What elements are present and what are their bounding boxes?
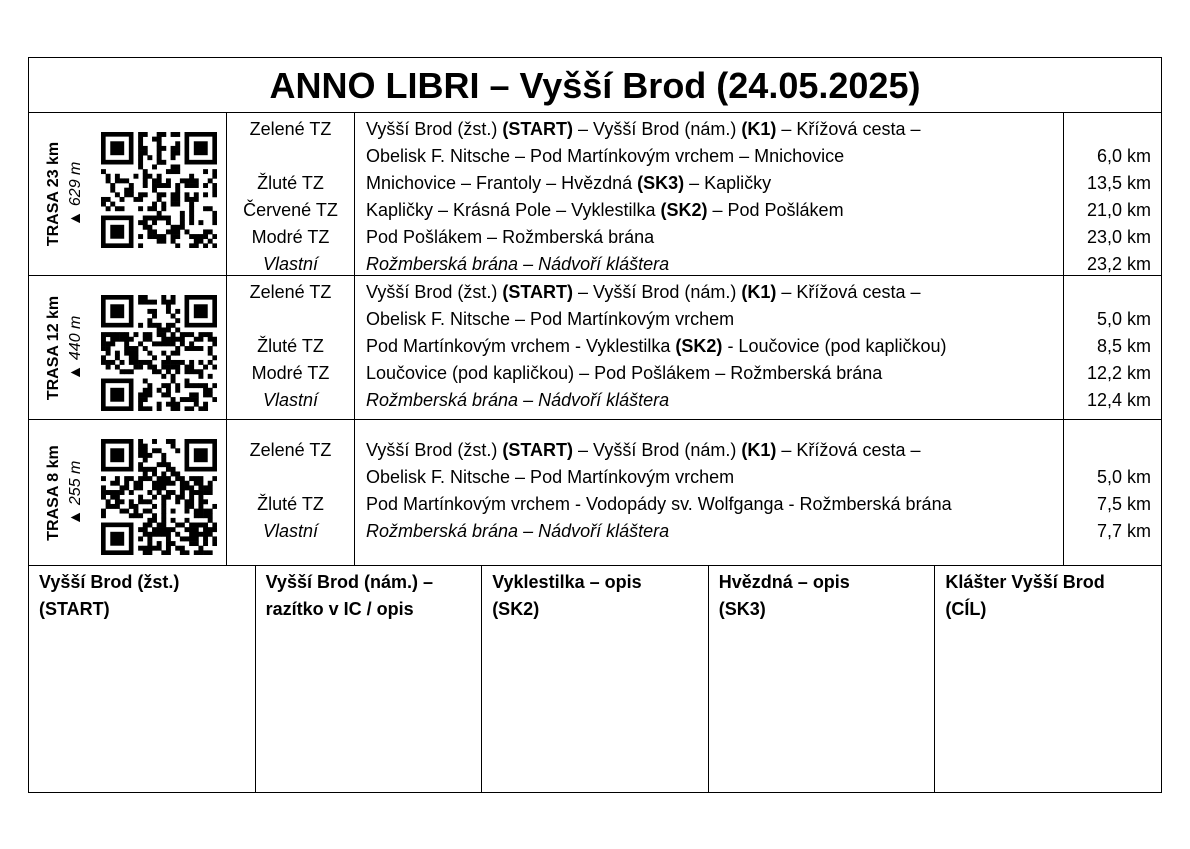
segment-text: Rožmberská brána – Nádvoří kláštera xyxy=(366,521,670,541)
qr-code-icon xyxy=(101,295,217,411)
trail-color: Modré TZ xyxy=(251,227,330,247)
stamp-box xyxy=(709,566,936,793)
segment-text: Rožmberská brána – Nádvoří kláštera xyxy=(366,254,670,274)
trail-segment xyxy=(355,251,1063,278)
stamp-box xyxy=(256,566,483,793)
trail-color: Vlastní xyxy=(262,390,319,410)
cumulative-distance: 5,0 km xyxy=(1096,309,1151,329)
trail-color-column xyxy=(227,420,355,565)
route-elevation: ▲ 255 m xyxy=(67,460,84,525)
checkpoint-code: (START) xyxy=(502,119,574,139)
trail-color: Zelené TZ xyxy=(249,119,332,139)
trail-segment xyxy=(355,143,1063,170)
segment-text: Pod Martínkovým vrchem - Vyklestilka xyxy=(366,336,676,356)
trail-color: Vlastní xyxy=(262,254,319,274)
trail-segment xyxy=(355,387,1063,414)
registration-sheet xyxy=(28,57,1162,793)
segment-text: – Křížová cesta – xyxy=(776,440,921,460)
route-header-cell xyxy=(29,113,227,275)
cumulative-distance: 7,7 km xyxy=(1096,521,1151,541)
trail-segment xyxy=(355,491,1063,518)
cumulative-distance: 8,5 km xyxy=(1096,336,1151,356)
trail-color xyxy=(227,306,354,333)
trail-segment xyxy=(355,116,1063,143)
segment-text: Vyšší Brod (žst.) xyxy=(366,440,503,460)
stamp-title: Vyšší Brod (žst.) xyxy=(39,572,180,592)
trail-color: Žluté TZ xyxy=(257,173,324,193)
trail-segment xyxy=(355,306,1063,333)
trail-color-column xyxy=(227,113,355,275)
trail-segment xyxy=(355,333,1063,360)
trail-description-column xyxy=(355,420,1064,565)
route-block xyxy=(29,276,1161,420)
checkpoint-code: (K1) xyxy=(741,282,777,302)
cumulative-distance: 21,0 km xyxy=(1086,200,1151,220)
segment-text: – Vyšší Brod (nám.) xyxy=(573,282,742,302)
trail-segment xyxy=(355,224,1063,251)
route-name: TRASA 8 km xyxy=(45,444,62,541)
checkpoint-code: (SK3) xyxy=(637,173,685,193)
checkpoint-code: (SK2) xyxy=(660,200,708,220)
trail-color xyxy=(227,464,354,491)
segment-text: Obelisk F. Nitsche – Pod Martínkovým vrchem – Mnichovice xyxy=(366,146,845,166)
trail-color: Zelené TZ xyxy=(249,282,332,302)
segment-text: – Křížová cesta – xyxy=(776,119,921,139)
stamp-box xyxy=(935,566,1161,793)
cumulative-distance xyxy=(1064,437,1163,464)
trail-segment xyxy=(355,197,1063,224)
segment-text: - Loučovice (pod kapličkou) xyxy=(722,336,947,356)
segment-text: – Křížová cesta – xyxy=(776,282,921,302)
segment-text: Pod Pošlákem – Rožmberská brána xyxy=(366,227,655,247)
segment-text: Loučovice (pod kapličkou) – Pod Pošlákem – Rožmberská brána xyxy=(366,363,883,383)
stamp-subtitle: (CÍL) xyxy=(945,599,987,619)
stamp-box xyxy=(482,566,709,793)
route-header-cell xyxy=(29,420,227,565)
cumulative-distance: 23,2 km xyxy=(1086,254,1151,274)
distance-column xyxy=(1064,420,1163,582)
segment-text: Pod Martínkovým vrchem - Vodopády sv. Wolfganga - Rožmberská brána xyxy=(366,494,952,514)
cumulative-distance xyxy=(1064,116,1163,143)
checkpoint-code: (START) xyxy=(502,440,574,460)
trail-color: Žluté TZ xyxy=(257,494,324,514)
route-block xyxy=(29,420,1161,566)
cumulative-distance: 23,0 km xyxy=(1086,227,1151,247)
route-name: TRASA 23 km xyxy=(45,141,62,247)
segment-text: Obelisk F. Nitsche – Pod Martínkovým vrchem xyxy=(366,309,735,329)
segment-text: Mnichovice – Frantoly – Hvězdná xyxy=(366,173,638,193)
trail-segment xyxy=(355,279,1063,306)
segment-text: Vyšší Brod (žst.) xyxy=(366,119,503,139)
segment-text: – Pod Pošlákem xyxy=(707,200,844,220)
cumulative-distance xyxy=(1064,279,1163,306)
cumulative-distance: 12,4 km xyxy=(1086,390,1151,410)
page-title: ANNO LIBRI – Vyšší Brod (24.05.2025) xyxy=(29,58,1161,113)
cumulative-distance: 13,5 km xyxy=(1086,173,1151,193)
distance-column xyxy=(1064,276,1163,422)
trail-description-column xyxy=(355,113,1064,275)
segment-text: – Vyšší Brod (nám.) xyxy=(573,440,742,460)
route-elevation: ▲ 440 m xyxy=(67,315,84,380)
stamp-subtitle: (SK2) xyxy=(492,599,540,619)
segment-text: Vyšší Brod (žst.) xyxy=(366,282,503,302)
route-header-cell xyxy=(29,276,227,419)
route-label-text xyxy=(43,142,87,246)
segment-text: – Vyšší Brod (nám.) xyxy=(573,119,742,139)
cumulative-distance: 7,5 km xyxy=(1096,494,1151,514)
qr-code-icon xyxy=(101,132,217,248)
trail-color: Žluté TZ xyxy=(257,336,324,356)
cumulative-distance: 6,0 km xyxy=(1096,146,1151,166)
stamp-title: Vyklestilka – opis xyxy=(492,572,642,592)
checkpoint-code: (K1) xyxy=(741,440,777,460)
stamp-subtitle: (START) xyxy=(39,599,110,619)
route-elevation: ▲ 629 m xyxy=(67,161,84,227)
checkpoint-code: (K1) xyxy=(741,119,777,139)
stamp-subtitle: razítko v IC / opis xyxy=(265,599,414,619)
trail-color: Červené TZ xyxy=(243,200,338,220)
trail-segment xyxy=(355,437,1063,464)
stamp-boxes xyxy=(29,566,1161,793)
stamp-title: Klášter Vyšší Brod xyxy=(945,572,1105,592)
cumulative-distance: 12,2 km xyxy=(1086,363,1151,383)
trail-description-column xyxy=(355,276,1064,419)
qr-code-icon xyxy=(101,439,217,555)
stamp-subtitle: (SK3) xyxy=(718,599,766,619)
route-label-text xyxy=(43,445,87,540)
stamp-title: Vyšší Brod (nám.) – xyxy=(265,572,433,592)
trail-color xyxy=(227,143,354,170)
distance-column xyxy=(1064,113,1163,278)
trail-color: Vlastní xyxy=(262,521,319,541)
trail-segment xyxy=(355,170,1063,197)
cumulative-distance: 5,0 km xyxy=(1096,467,1151,487)
segment-text: Kapličky – Krásná Pole – Vyklestilka xyxy=(366,200,661,220)
route-name: TRASA 12 km xyxy=(45,295,62,400)
checkpoint-code: (START) xyxy=(502,282,574,302)
segment-text: – Kapličky xyxy=(684,173,772,193)
trail-color-column xyxy=(227,276,355,419)
checkpoint-code: (SK2) xyxy=(675,336,723,356)
stamp-box xyxy=(29,566,256,793)
trail-segment xyxy=(355,464,1063,491)
segment-text: Rožmberská brána – Nádvoří kláštera xyxy=(366,390,670,410)
trail-color: Modré TZ xyxy=(251,363,330,383)
stamp-title: Hvězdná – opis xyxy=(718,572,850,592)
trail-segment xyxy=(355,360,1063,387)
route-block xyxy=(29,113,1161,276)
trail-color: Zelené TZ xyxy=(249,440,332,460)
route-label-text xyxy=(43,295,87,399)
segment-text: Obelisk F. Nitsche – Pod Martínkovým vrchem xyxy=(366,467,735,487)
trail-segment xyxy=(355,518,1063,545)
